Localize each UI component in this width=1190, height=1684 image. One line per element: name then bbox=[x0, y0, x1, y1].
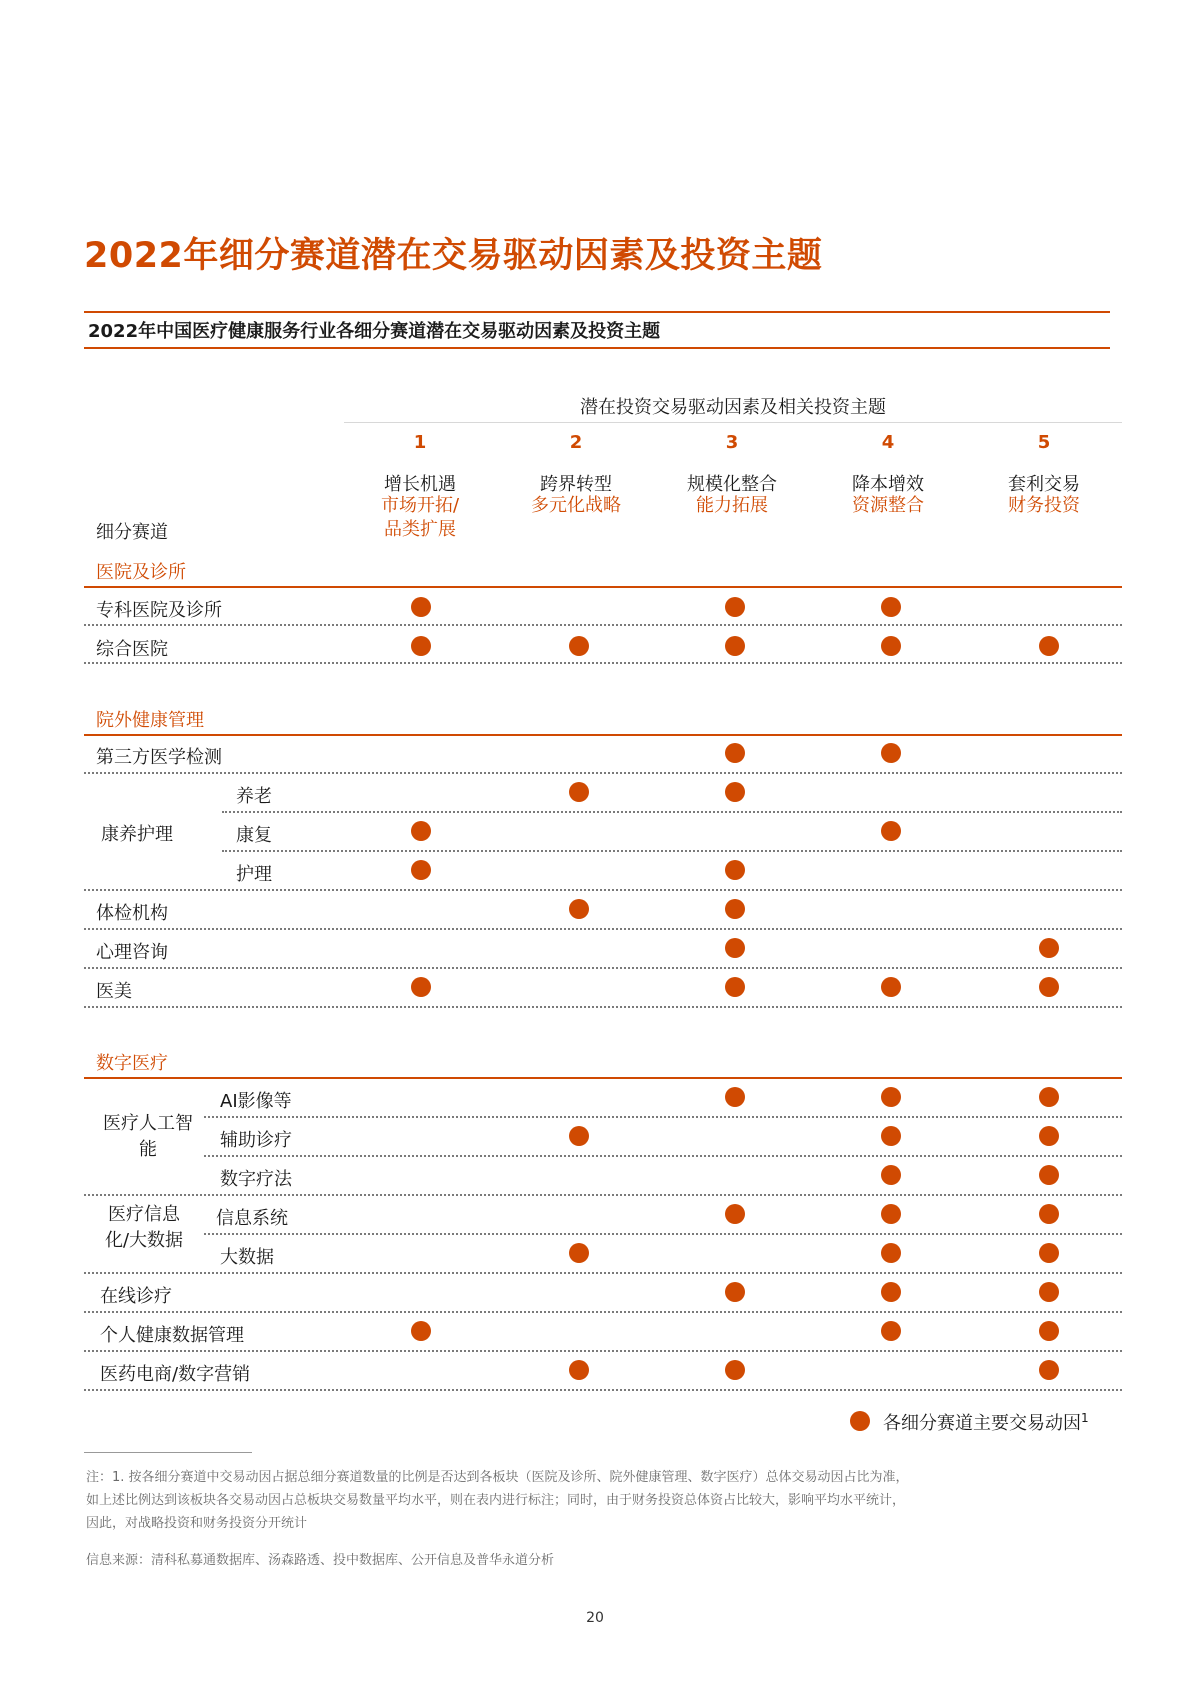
driver-header-rule bbox=[344, 422, 1122, 423]
column-1-label: 增长机遇 bbox=[384, 474, 456, 495]
column-1-theme: 市场开拓/品类扩展 bbox=[380, 495, 460, 540]
row-divider bbox=[84, 624, 1122, 626]
driver-dot-r9-c4 bbox=[1039, 1087, 1059, 1107]
section-rule bbox=[84, 734, 1122, 736]
driver-dot-r15-c3 bbox=[881, 1321, 901, 1341]
driver-dot-r12-c2 bbox=[725, 1204, 745, 1224]
driver-dot-r7-c4 bbox=[1039, 938, 1059, 958]
row-label: 在线诊疗 bbox=[100, 1286, 172, 1307]
column-2-theme: 多元化战略 bbox=[531, 495, 621, 516]
driver-dot-r4-c0 bbox=[411, 821, 431, 841]
driver-header: 潜在投资交易驱动因素及相关投资主题 bbox=[580, 397, 886, 418]
row-label: 体检机构 bbox=[96, 903, 168, 924]
column-2-label: 跨界转型 bbox=[540, 474, 612, 495]
driver-dot-r6-c2 bbox=[725, 899, 745, 919]
row-divider bbox=[84, 772, 1122, 774]
driver-dot-r13-c4 bbox=[1039, 1243, 1059, 1263]
driver-dot-r12-c3 bbox=[881, 1204, 901, 1224]
driver-dot-r11-c3 bbox=[881, 1165, 901, 1185]
section-rule bbox=[84, 1077, 1122, 1079]
driver-dot-r16-c4 bbox=[1039, 1360, 1059, 1380]
row-header-label: 细分赛道 bbox=[96, 522, 168, 543]
driver-dot-r12-c4 bbox=[1039, 1204, 1059, 1224]
row-divider bbox=[84, 1311, 1122, 1313]
row-divider bbox=[84, 1350, 1122, 1352]
section-rule bbox=[84, 586, 1122, 588]
driver-dot-r9-c2 bbox=[725, 1087, 745, 1107]
row-label: 医药电商/数字营销 bbox=[100, 1364, 251, 1385]
row-label: 康复 bbox=[236, 825, 272, 846]
row-label: 第三方医学检测 bbox=[96, 747, 222, 768]
row-divider bbox=[84, 889, 1122, 891]
driver-dot-r0-c0 bbox=[411, 597, 431, 617]
row-divider bbox=[84, 1194, 1122, 1196]
row-divider bbox=[204, 1233, 1122, 1235]
driver-dot-r0-c3 bbox=[881, 597, 901, 617]
legend-text: 各细分赛道主要交易动因 bbox=[883, 1413, 1081, 1434]
row-divider bbox=[222, 811, 1122, 813]
page-title: 2022年细分赛道潜在交易驱动因素及投资主题 bbox=[84, 236, 823, 276]
column-3-label: 规模化整合 bbox=[687, 474, 777, 495]
source-note: 信息来源：清科私募通数据库、汤森路透、投中数据库、公开信息及普华永道分析 bbox=[86, 1553, 555, 1568]
notes-rule bbox=[84, 1452, 252, 1453]
page-number: 20 bbox=[586, 1610, 604, 1626]
row-divider bbox=[84, 1389, 1122, 1391]
driver-dot-r8-c3 bbox=[881, 977, 901, 997]
driver-dot-r1-c3 bbox=[881, 636, 901, 656]
driver-dot-r14-c4 bbox=[1039, 1282, 1059, 1302]
driver-dot-r3-c2 bbox=[725, 782, 745, 802]
driver-dot-r11-c4 bbox=[1039, 1165, 1059, 1185]
driver-dot-r0-c2 bbox=[725, 597, 745, 617]
note-line-2: 如上述比例达到该板块各交易动因占总板块交易数量平均水平，则在表内进行标注；同时，由于财务投资总体资占比较大，影响平均水平统计， bbox=[86, 1493, 906, 1508]
row-label: AI影像等 bbox=[220, 1091, 292, 1112]
driver-dot-r1-c1 bbox=[569, 636, 589, 656]
row-label: 专科医院及诊所 bbox=[96, 600, 222, 621]
driver-dot-r10-c1 bbox=[569, 1126, 589, 1146]
row-label: 医美 bbox=[96, 981, 132, 1002]
column-5-theme: 财务投资 bbox=[1008, 495, 1080, 516]
driver-dot-r10-c3 bbox=[881, 1126, 901, 1146]
driver-dot-r8-c0 bbox=[411, 977, 431, 997]
driver-dot-r8-c2 bbox=[725, 977, 745, 997]
group-label-elderly-care: 康养护理 bbox=[101, 824, 173, 845]
row-label: 数字疗法 bbox=[220, 1169, 292, 1190]
row-divider bbox=[204, 1155, 1122, 1157]
section-digital-health: 数字医疗 bbox=[96, 1053, 168, 1074]
driver-dot-r13-c3 bbox=[881, 1243, 901, 1263]
subtitle-top-rule bbox=[84, 311, 1110, 313]
driver-dot-r6-c1 bbox=[569, 899, 589, 919]
note-line-3: 因此，对战略投资和财务投资分开统计 bbox=[86, 1516, 308, 1531]
row-divider bbox=[84, 928, 1122, 930]
note-line-1: 注：1. 按各细分赛道中交易动因占据总细分赛道数量的比例是否达到各板块（医院及诊所、院外健康管理、数字医疗）总体交易动因占比为准， bbox=[86, 1470, 909, 1485]
row-label: 辅助诊疗 bbox=[220, 1130, 292, 1151]
column-5-number: 5 bbox=[1037, 432, 1051, 453]
driver-dot-r13-c1 bbox=[569, 1243, 589, 1263]
driver-dot-r14-c2 bbox=[725, 1282, 745, 1302]
driver-dot-r3-c1 bbox=[569, 782, 589, 802]
driver-dot-r8-c4 bbox=[1039, 977, 1059, 997]
driver-dot-r2-c3 bbox=[881, 743, 901, 763]
driver-dot-r1-c4 bbox=[1039, 636, 1059, 656]
section-hospitals: 医院及诊所 bbox=[96, 562, 186, 583]
row-divider bbox=[222, 850, 1122, 852]
driver-dot-r10-c4 bbox=[1039, 1126, 1059, 1146]
subtitle-bottom-rule bbox=[84, 347, 1110, 349]
row-label: 心理咨询 bbox=[96, 942, 168, 963]
group-label-medical-it: 医疗信息化/大数据 bbox=[104, 1204, 184, 1251]
driver-dot-r5-c2 bbox=[725, 860, 745, 880]
driver-dot-r4-c3 bbox=[881, 821, 901, 841]
driver-dot-r9-c3 bbox=[881, 1087, 901, 1107]
group-label-medical-ai: 医疗人工智能 bbox=[103, 1113, 193, 1160]
legend-dot-icon bbox=[850, 1411, 870, 1431]
driver-dot-r2-c2 bbox=[725, 743, 745, 763]
row-label: 养老 bbox=[236, 786, 272, 807]
driver-dot-r5-c0 bbox=[411, 860, 431, 880]
column-4-theme: 资源整合 bbox=[852, 495, 924, 516]
column-5-label: 套利交易 bbox=[1008, 474, 1080, 495]
table-subtitle: 2022年中国医疗健康服务行业各细分赛道潜在交易驱动因素及投资主题 bbox=[88, 321, 661, 342]
row-label: 综合医院 bbox=[96, 639, 168, 660]
driver-dot-r16-c2 bbox=[725, 1360, 745, 1380]
column-2-number: 2 bbox=[569, 432, 583, 453]
column-1-number: 1 bbox=[413, 432, 427, 453]
driver-dot-r1-c2 bbox=[725, 636, 745, 656]
row-divider bbox=[84, 967, 1122, 969]
row-label: 护理 bbox=[236, 864, 272, 885]
legend-label bbox=[883, 1409, 1089, 1435]
row-divider bbox=[84, 1006, 1122, 1008]
driver-dot-r15-c4 bbox=[1039, 1321, 1059, 1341]
row-label: 个人健康数据管理 bbox=[100, 1325, 244, 1346]
column-4-label: 降本增效 bbox=[852, 474, 924, 495]
column-3-theme: 能力拓展 bbox=[696, 495, 768, 516]
row-label: 信息系统 bbox=[216, 1208, 288, 1229]
driver-dot-r15-c0 bbox=[411, 1321, 431, 1341]
driver-dot-r7-c2 bbox=[725, 938, 745, 958]
driver-dot-r16-c1 bbox=[569, 1360, 589, 1380]
column-3-number: 3 bbox=[725, 432, 739, 453]
legend-superscript: 1 bbox=[1081, 1411, 1089, 1425]
row-divider bbox=[204, 1116, 1122, 1118]
driver-dot-r14-c3 bbox=[881, 1282, 901, 1302]
section-out-of-hospital: 院外健康管理 bbox=[96, 710, 204, 731]
column-4-number: 4 bbox=[881, 432, 895, 453]
row-divider bbox=[84, 1272, 1122, 1274]
row-divider bbox=[84, 662, 1122, 664]
row-label: 大数据 bbox=[220, 1247, 274, 1268]
driver-dot-r1-c0 bbox=[411, 636, 431, 656]
